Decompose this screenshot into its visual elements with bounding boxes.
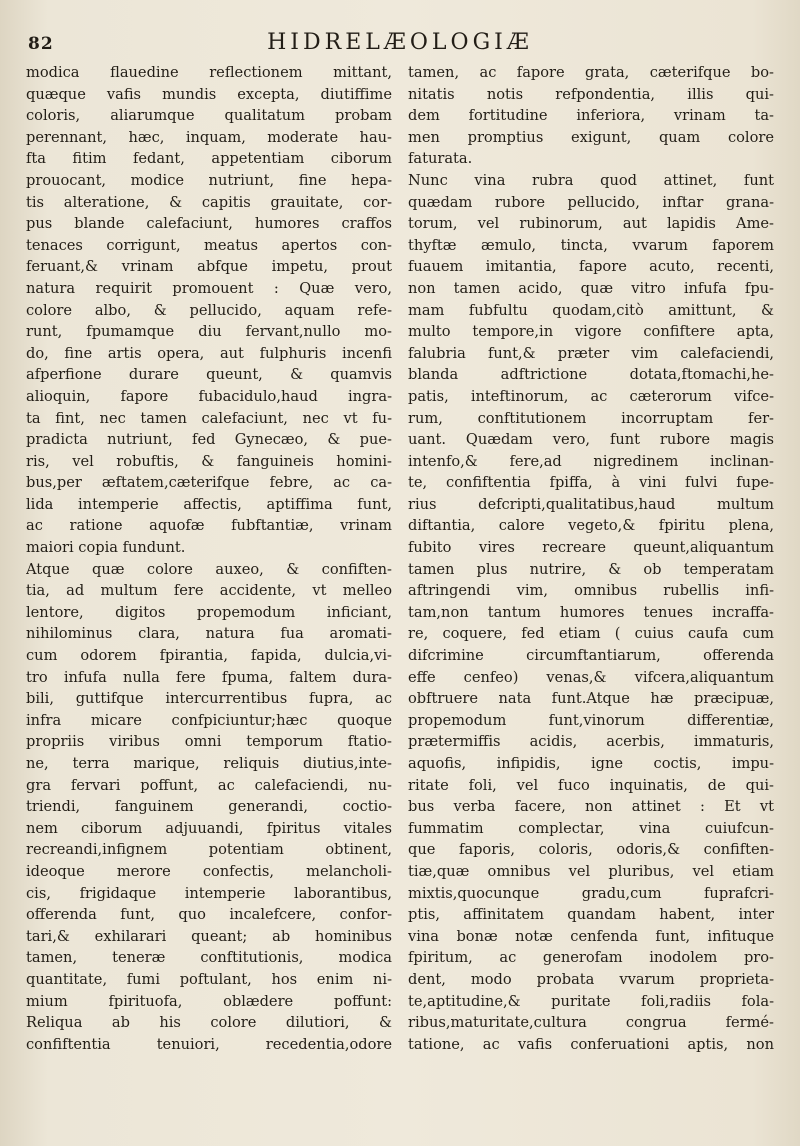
text-line: quædam rubore pellucido, inftar grana- (408, 193, 774, 211)
text-line: difcrimine circumftantiarum, offerenda (408, 647, 774, 665)
text-line: faturata. (408, 150, 473, 168)
text-line: gra fervari poffunt, ac calefaciendi, nu- (26, 776, 392, 794)
text-line: re, coquere, fed etiam ( cuius caufa cum (408, 625, 774, 643)
text-line: maiori copia fundunt. (26, 539, 186, 557)
text-line: ris, vel robuftis, & fanguineis homini- (26, 452, 392, 470)
text-line: Nunc vina rubra quod attinet, funt (408, 171, 774, 189)
text-line: pradicta nutriunt, fed Gynecæo, & pue- (26, 431, 392, 449)
text-line: rum, conftitutionem incorruptam fer- (408, 409, 774, 427)
text-line: dem fortitudine inferiora, vrinam ta- (408, 107, 774, 125)
text-line: fpiritum, ac generofam inodolem pro- (408, 949, 774, 967)
text-line: cis, frigidaque intemperie laborantibus, (26, 884, 392, 902)
text-line: multo tempore,in vigore confiftere apta, (408, 323, 774, 341)
text-line: tiæ,quæ omnibus vel pluribus, vel etiam (408, 862, 774, 880)
text-line: tia, ad multum fere accidente, vt melleo (26, 582, 392, 600)
text-line: ideoque merore confectis, melancholi- (26, 862, 392, 880)
right-text-column (408, 62, 774, 1055)
left-text-column (26, 62, 392, 1055)
text-line: thyftæ æmulo, tincta, vvarum faporem (408, 236, 774, 254)
text-line: lentore, digitos propemodum inficiant, (26, 603, 392, 621)
text-line: afperfione durare queunt, & quamvis (26, 366, 392, 384)
text-line: nihilominus clara, natura fua aromati- (26, 625, 392, 643)
text-line: diftantia, calore vegeto,& fpiritu plena, (408, 517, 774, 535)
text-line: falubria funt,& præter vim calefaciendi, (408, 344, 774, 362)
text-line: fta fitim fedant, appetentiam ciborum (26, 150, 392, 168)
running-title: HIDRELÆOLOGIÆ (267, 30, 533, 55)
text-line: Reliqua ab his colore dilutiori, & (26, 1014, 392, 1032)
text-line: bus verba facere, non attinet : Et vt (408, 798, 774, 816)
text-line: perennant, hæc, inquam, moderate hau- (26, 128, 392, 146)
text-line: fuauem imitantia, fapore acuto, recenti, (408, 258, 774, 276)
text-line: non tamen acido, quæ vitro infufa fpu- (408, 279, 774, 297)
text-line: quæque vafis mundis excepta, diutiffime (26, 85, 392, 103)
text-line: colore albo, & pellucido, aquam refe- (26, 301, 392, 319)
text-line: recreandi,infignem potentiam obtinent, (26, 841, 392, 859)
text-line: rius defcripti,qualitatibus,haud multum (408, 495, 774, 513)
text-line: ac ratione aquofæ fubftantiæ, vrinam (26, 517, 392, 535)
text-line: natura requirit promouent : Quæ vero, (26, 279, 392, 297)
text-line: vina bonæ notæ cenfenda funt, infituque (408, 927, 774, 945)
text-line: quantitate, fumi poftulant, hos enim ni- (26, 970, 392, 988)
text-line: offerenda funt, quo incalefcere, confor- (26, 906, 392, 924)
text-line: tis alteratione, & capitis grauitate, cor- (26, 193, 392, 211)
text-line: runt, fpumamque diu fervant,nullo mo- (26, 323, 392, 341)
text-line: tari,& exhilarari queant; ab hominibus (26, 927, 392, 945)
text-line: nem ciborum adjuuandi, fpiritus vitales (26, 819, 392, 837)
text-line: patis, inteftinorum, ac cæterorum vifce- (408, 387, 774, 405)
text-line: bili, guttifque intercurrentibus fupra, ac (26, 690, 392, 708)
text-line: mixtis,quocunque gradu,cum fuprafcri- (408, 884, 774, 902)
text-line: ribus,maturitate,cultura congrua fermé- (408, 1014, 774, 1032)
text-line: torum, vel rubinorum, aut lapidis Ame- (408, 215, 774, 233)
text-line: propriis viribus omni temporum ftatio- (26, 733, 392, 751)
text-line: te, confiftentia fpiffa, à vini fulvi fupe- (408, 474, 774, 492)
text-line: bus,per æftatem,cæterifque febre, ac ca- (26, 474, 392, 492)
text-line: mam fubfultu quodam,citò amittunt, & (408, 301, 774, 319)
text-line: feruant,& vrinam abfque impetu, prout (26, 258, 392, 276)
text-line: ne, terra marique, reliquis diutius,inte- (26, 755, 392, 772)
text-line: propemodum funt,vinorum differentiæ, (408, 711, 774, 729)
text-line: aftringendi vim, omnibus rubellis infi- (408, 582, 774, 600)
text-line: ta fint, nec tamen calefaciunt, nec vt fu- (26, 409, 392, 427)
text-line: men promptius exigunt, quam colore (408, 128, 774, 146)
text-line: tam,non tantum humores tenues incraffa- (408, 603, 774, 621)
text-line: blanda adftrictione dotata,ftomachi,he- (408, 366, 774, 384)
text-line: intenfo,& fere,ad nigredinem inclinan- (408, 452, 774, 470)
text-line: confiftentia tenuiori, recedentia,odore (26, 1035, 392, 1053)
text-line: coloris, aliarumque qualitatum probam (26, 107, 392, 125)
text-line: do, fine artis opera, aut fulphuris incenfi (26, 344, 392, 362)
text-line: uant. Quædam vero, funt rubore magis (408, 431, 774, 449)
text-line: cum odorem fpirantia, fapida, dulcia,vi- (26, 647, 392, 665)
page-number: 82 (28, 34, 54, 54)
text-line: dent, modo probata vvarum proprieta- (408, 970, 774, 988)
text-line: fummatim complectar, vina cuiufcun- (408, 819, 774, 837)
text-line: que faporis, coloris, odoris,& confiften- (408, 841, 774, 859)
text-line: fubito vires recreare queunt,aliquantum (408, 539, 774, 557)
text-line: tenaces corrigunt, meatus apertos con- (26, 236, 392, 254)
text-line: ritate foli, vel fuco inquinatis, de qui- (408, 776, 774, 794)
text-line: alioquin, fapore fubacidulo,haud ingra- (26, 387, 392, 405)
text-line: infra micare confpiciuntur;hæc quoque (26, 711, 392, 729)
text-line: modica flauedine reflectionem mittant, (26, 64, 392, 81)
text-line: tamen plus nutrire, & ob temperatam (408, 560, 774, 578)
text-line: effe cenfeo) venas,& vifcera,aliquantum (408, 668, 774, 686)
text-line: te,aptitudine,& puritate foli,radiis fola- (408, 992, 774, 1010)
text-line: nitatis notis refpondentia, illis qui- (408, 85, 774, 103)
text-line: prouocant, modice nutriunt, fine hepa- (26, 171, 392, 189)
text-line: tamen, teneræ conftitutionis, modica (26, 949, 392, 967)
text-line: obftruere nata funt.Atque hæ præcipuæ, (408, 690, 774, 708)
text-line: tatione, ac vafis conferuationi aptis, non (408, 1035, 774, 1053)
text-line: tro infufa nulla fere fpuma, faltem dura- (26, 668, 392, 686)
text-line: mium fpirituofa, oblædere poffunt: (26, 992, 392, 1010)
text-line: aquofis, infipidis, igne coctis, impu- (408, 755, 774, 772)
text-line: ptis, affinitatem quandam habent, inter (408, 906, 774, 924)
text-line: triendi, fanguinem generandi, coctio- (26, 798, 392, 816)
text-line: lida intemperie affectis, aptiffima funt, (26, 495, 392, 513)
text-line: prætermiffis acidis, acerbis, immaturis, (408, 733, 774, 751)
text-line: tamen, ac fapore grata, cæterifque bo- (408, 64, 774, 81)
text-line: pus blande calefaciunt, humores craffos (26, 215, 392, 233)
text-line: Atque quæ colore auxeo, & confiften- (26, 560, 392, 578)
